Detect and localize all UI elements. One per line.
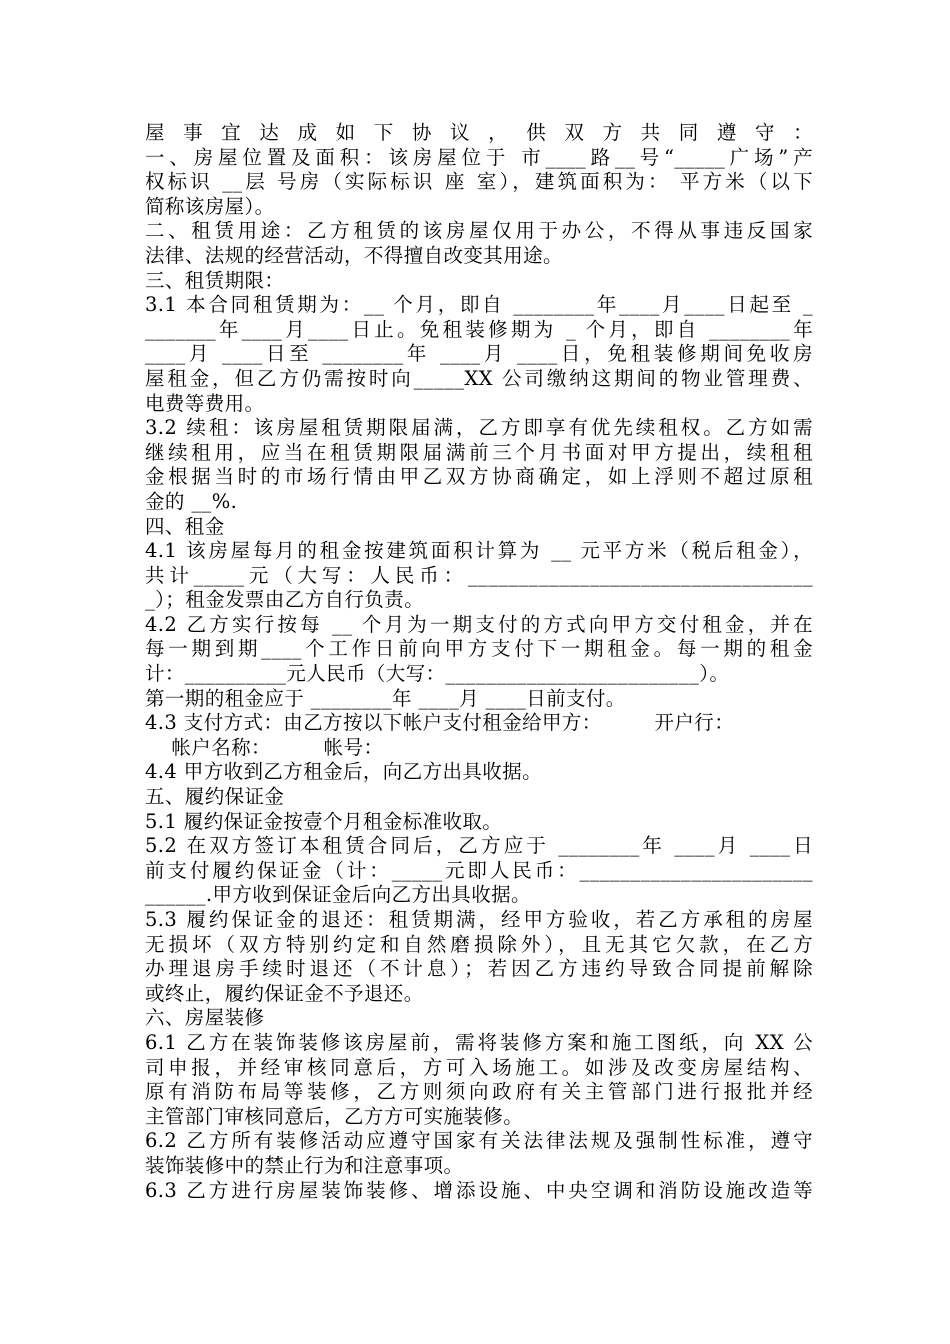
text-line: 金根据当时的市场行情由甲乙双方协商确定，如上浮则不超过原租 [145,465,813,489]
text-line: 6.3 乙方进行房屋装饰装修、增添设施、中央空调和消防设施改造等 [145,1178,813,1202]
text-line: 每一期到期____个工作日前向甲方支付下一期租金。每一期的租金 [145,637,813,661]
text-line: 4.3 支付方式：由乙方按以下帐户支付租金给甲方： 开户行： [145,711,735,735]
text-line: 共计_____元（大写：人民币：__________________________________ [145,563,813,587]
text-line: 电费等费用。 [145,391,265,415]
text-line: 4.1 该房屋每月的租金按建筑面积计算为 __ 元平方米（税后租金）， [145,539,813,563]
text-line: 无损坏（双方特别约定和自然磨损除外），且无其它欠款，在乙方 [145,932,813,956]
text-line: 司申报，并经审核同意后，方可入场施工。如涉及改变房屋结构、 [145,1055,813,1079]
text-line: 第一期的租金应于 ________年 ____月 ____日前支付。 [145,686,626,710]
text-line: 5.1 履约保证金按壹个月租金标准收取。 [145,809,503,833]
text-line: 前支付履约保证金（计：_____元即人民币：_______________________ [145,858,813,882]
text-line: 简称该房屋）。 [145,194,275,218]
text-line: 6.1 乙方在装饰装修该房屋前，需将装修方案和施工图纸，向 XX 公 [145,1030,813,1054]
text-line: 二、租赁用途：乙方租赁的该房屋仅用于办公，不得从事违反国家 [145,219,813,243]
text-line: 原有消防布局等装修，乙方则须向政府有关主管部门进行报批并经 [145,1080,813,1104]
text-line: 装饰装修中的禁止行为和注意事项。 [145,1153,464,1177]
text-line: 主管部门审核同意后，乙方方可实施装修。 [145,1104,524,1128]
text-line: 4.4 甲方收到乙方租金后，向乙方出具收据。 [145,760,543,784]
text-line: 一、房屋位置及面积：该房屋位于 市____路__号“_____广场”产 [145,145,813,169]
text-line: 或终止，履约保证金不予退还。 [145,981,424,1005]
section-heading: 六、房屋装修 [145,1006,265,1030]
text-line: 办理退房手续时退还（不计息）；若因乙方违约导致合同提前解除 [145,957,813,981]
text-line: 5.2 在双方签订本租赁合同后，乙方应于 ________年 ____月 ____日 [145,834,813,858]
text-line: 3.2 续租：该房屋租赁期限届满，乙方即享有优先续租权。乙方如需 [145,416,813,440]
section-heading: 三、租赁期限： [145,268,285,292]
text-line: 屋租金，但乙方仍需按时向_____XX 公司缴纳这期间的物业管理费、 [145,366,813,390]
text-line: 计：__________元人民币（大写：_________________________）。 [145,662,730,686]
text-line: 继续租用，应当在租赁期限届满前三个月书面对甲方提出，续租租 [145,440,813,464]
document-body [145,121,813,1203]
section-heading: 四、租金 [145,514,225,538]
text-line: 金的 __%. [145,489,238,513]
text-line: 法律、法规的经营活动，不得擅自改变其用途。 [145,243,563,267]
text-line: 权标识 __层 号房（实际标识 座 室），建筑面积为： 平方米（以下 [145,170,813,194]
text-line: 6.2 乙方所有装修活动应遵守国家有关法律法规及强制性标准，遵守 [145,1129,813,1153]
text-line: 屋事宜达成如下协议，供双方共同遵守： [145,121,813,144]
section-heading: 五、履约保证金 [145,785,285,809]
text-line: _______年____月____日止。免租装修期为 _ 个月，即自 ________年 [145,317,813,341]
text-line: ____月 ____日至 ________年 ____月 ____日，免租装修期间免收房 [145,342,813,366]
text-line: _）；租金发票由乙方自行负责。 [145,588,425,612]
text-line: ______.甲方收到保证金后向乙方出具收据。 [145,883,531,907]
text-line: 3.1 本合同租赁期为：__ 个月，即自 ________年____月____日起至 _ [145,293,813,317]
text-line: 5.3 履约保证金的退还：租赁期满，经甲方验收，若乙方承租的房屋 [145,908,813,931]
text-line: 帐户名称： 帐号： [145,735,384,759]
text-line: 4.2 乙方实行按每 __ 个月为一期支付的方式向甲方交付租金，并在 [145,612,813,636]
